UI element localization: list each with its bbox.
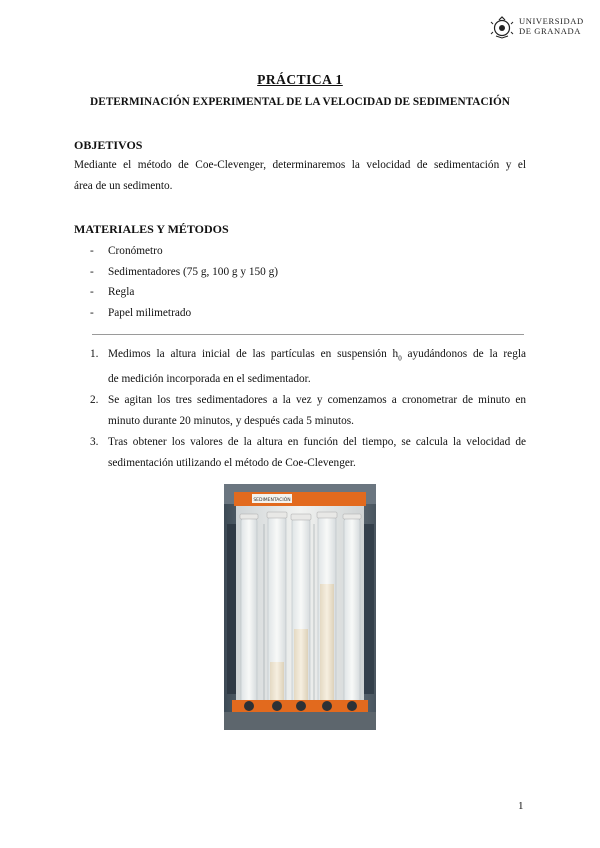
list-item: - Regla — [90, 286, 135, 298]
materials-list — [90, 241, 278, 323]
university-name: UNIVERSIDAD DE GRANADA — [519, 16, 584, 36]
list-item: - Cronómetro — [90, 245, 163, 257]
pomegranate-crest-icon — [489, 14, 515, 40]
list-item: - Sedimentadores (75 g, 100 g y 150 g) — [90, 265, 279, 278]
step-item: 2. Se agitan los tres sedimentadores a la vez y comenzamos a cronometrar de minuto en minuto durante 20 minutos, y después cada 5 minutos. — [90, 394, 526, 428]
sedimentation-apparatus-photo — [224, 484, 376, 730]
university-logo — [489, 14, 585, 40]
objectives-heading: OBJETIVOS — [74, 138, 143, 152]
document-subtitle: DETERMINACIÓN EXPERIMENTAL DE LA VELOCIDAD DE SEDIMENTACIÓN — [90, 96, 510, 108]
document-title: PRÁCTICA 1 — [257, 72, 343, 87]
page-number: 1 — [518, 800, 524, 812]
objectives-paragraph: Mediante el método de Coe-Clevenger, determinaremos la velocidad de sedimentación y el área de un sedimento. — [74, 159, 526, 192]
method-steps — [90, 344, 526, 474]
list-item: - Papel milimetrado — [90, 306, 192, 319]
materials-heading: MATERIALES Y MÉTODOS — [74, 222, 229, 236]
step-item: 1. Medimos la altura inicial de las partículas en suspensión $h_0$ ayudándonos de la regla de medición incorporada en el sedimentador. — [90, 348, 526, 386]
step-item: 3. Tras obtener los valores de la altura en función del tiempo, se calcula la velocidad de sedimentación utilizando el método de Coe-Clevenger. — [90, 436, 526, 470]
apparatus-sign-label: SEDIMENTACIÓN — [253, 498, 291, 503]
section-divider — [92, 334, 524, 335]
